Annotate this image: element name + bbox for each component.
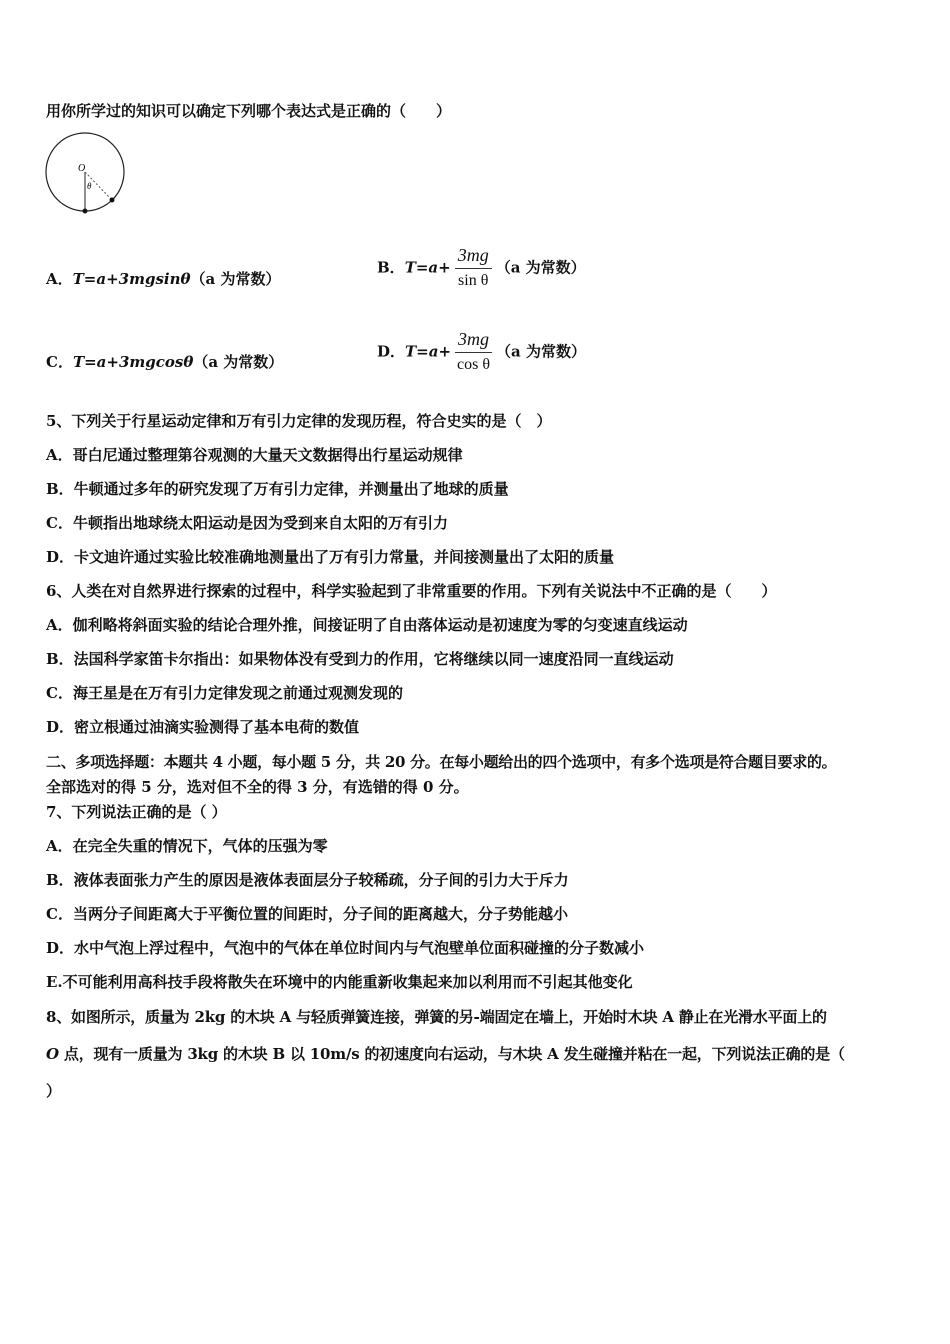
fraction [455, 244, 492, 291]
q4-option-d [377, 328, 586, 375]
q4-option-c [46, 352, 283, 372]
q6-option-d: D．密立根通过油滴实验测得了基本电荷的数值 [46, 718, 360, 736]
q7-option-a: A．在完全失重的情况下，气体的压强为零 [46, 837, 328, 855]
angle-label: θ [87, 181, 92, 191]
q7-option-c: C．当两分子间距离大于平衡位置的间距时，分子间的距离越大，分子势能越小 [46, 905, 568, 923]
q4-option-b [377, 244, 586, 291]
q7-stem: 7、下列说法正确的是（ ） [46, 803, 227, 821]
q4-stem: 用你所学过的知识可以确定下列哪个表达式是正确的（ ） [46, 102, 452, 120]
q7-option-e: E.不可能利用高科技手段将散失在环境中的内能重新收集起来加以利用而不引起其他变化 [46, 973, 633, 991]
center-label: O [78, 163, 86, 174]
q5-option-a: A．哥白尼通过整理第谷观测的大量天文数据得出行星运动规律 [46, 446, 463, 464]
q5-stem: 5、下列关于行星运动定律和万有引力定律的发现历程，符合史实的是（ ） [46, 412, 552, 430]
q8-stem-line1: 8、如图所示，质量为 2kg 的木块 A 与轻质弹簧连接，弹簧的另-端固定在墙上，开始时木块 A 静止在光滑水平面上的 [46, 1008, 827, 1026]
q7-option-b: B．液体表面张力产生的原因是液体表面层分子较稀疏，分子间的引力大于斥力 [46, 871, 569, 889]
fraction-numerator: 3mg [455, 328, 492, 353]
bottom-point [83, 209, 88, 214]
q8-stem-line3: ） [46, 1082, 62, 1100]
option-prefix: T=a+ [404, 258, 451, 277]
q7-option-d: D．水中气泡上浮过程中，气泡中的气体在单位时间内与气泡壁单位面积碰撞的分子数减小 [46, 939, 645, 957]
point-o-label: O [46, 1045, 59, 1063]
fraction-denominator: cos θ [457, 356, 491, 373]
q6-option-b: B．法国科学家笛卡尔指出：如果物体没有受到力的作用，它将继续以同一速度沿同一直线运动 [46, 650, 674, 668]
ball-point [110, 198, 115, 203]
option-expression: T=a+3mgcosθ [72, 353, 194, 371]
pendulum-circle-figure [40, 132, 132, 222]
q6-option-a: A．伽利略将斜面实验的结论合理外推，间接证明了自由落体运动是初速度为零的匀变速直线运动 [46, 616, 688, 634]
q5-option-b: B．牛顿通过多年的研究发现了万有引力定律，并测量出了地球的质量 [46, 480, 509, 498]
q4-option-a [46, 269, 280, 289]
option-letter: A． [46, 270, 73, 288]
option-note: （a 为常数） [496, 342, 586, 361]
q6-stem: 6、人类在对自然界进行探索的过程中，科学实验起到了非常重要的作用。下列有关说法中不正确的是（ ） [46, 582, 777, 600]
option-letter: B． [377, 258, 405, 277]
fraction-denominator: sin θ [458, 272, 489, 289]
fraction [455, 328, 492, 375]
section2-header-line2: 全部选对的得 5 分，选对但不全的得 3 分，有选错的得 0 分。 [46, 778, 469, 796]
q5-option-c: C．牛顿指出地球绕太阳运动是因为受到来自太阳的万有引力 [46, 514, 448, 532]
option-letter: D． [377, 342, 406, 361]
q8-stem-line2 [46, 1044, 845, 1064]
section2-header-line1: 二、多项选择题：本题共 4 小题，每小题 5 分，共 20 分。在每小题给出的四个选项中，有多个选项是符合题目要求的。 [46, 753, 837, 771]
fraction-numerator: 3mg [455, 244, 492, 269]
option-note: （a 为常数） [190, 270, 281, 288]
q6-option-c: C．海王星是在万有引力定律发现之前通过观测发现的 [46, 684, 403, 702]
option-expression: T=a+3mgsinθ [72, 270, 191, 288]
q8-stem-line2-text: 点，现有一质量为 3kg 的木块 B 以 10m/s 的初速度向右运动，与木块 A 发生碰撞并粘在一起，下列说法正确的是（ [58, 1045, 845, 1063]
option-note: （a 为常数） [193, 353, 284, 371]
option-prefix: T=a+ [405, 342, 452, 361]
q5-option-d: D．卡文迪许通过实验比较准确地测量出了万有引力常量，并间接测量出了太阳的质量 [46, 548, 615, 566]
option-letter: C． [46, 353, 73, 371]
option-note: （a 为常数） [495, 258, 586, 277]
